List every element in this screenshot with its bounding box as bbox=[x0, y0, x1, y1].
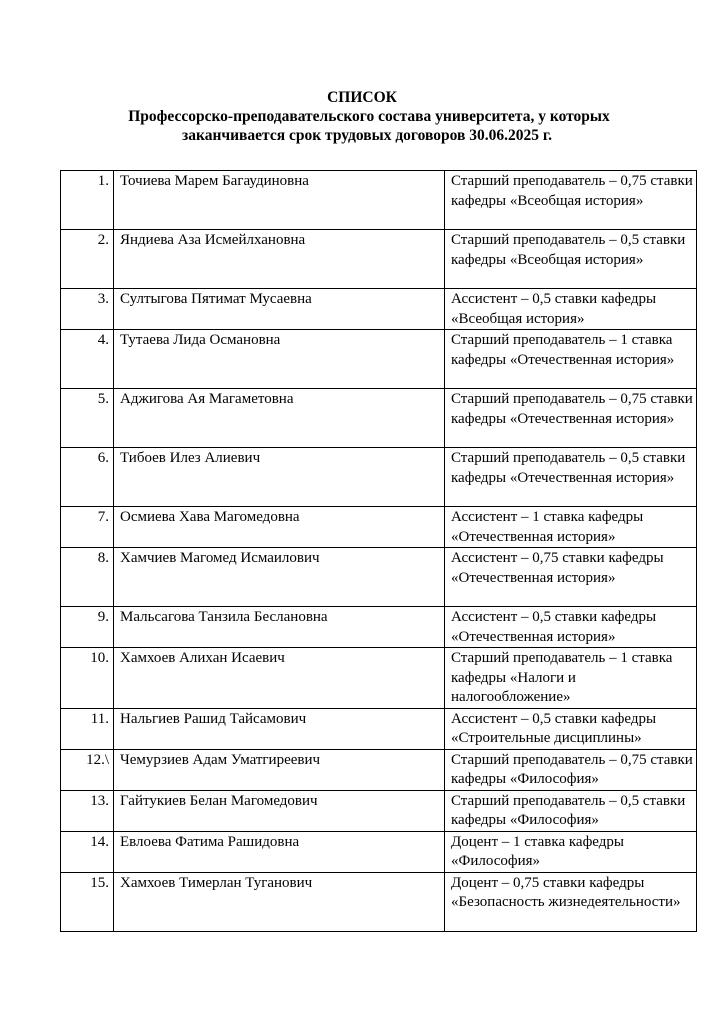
employee-name: Мальсагова Танзила Беслановна bbox=[114, 607, 445, 648]
table-row bbox=[61, 289, 697, 330]
employee-position: Старший преподаватель – 1 ставка кафедры «Налоги и налогообложение» bbox=[445, 648, 697, 709]
row-number: 12.\ bbox=[61, 749, 114, 790]
row-number: 6. bbox=[61, 448, 114, 507]
table-row bbox=[61, 389, 697, 448]
employee-name: Нальгиев Рашид Тайсамович bbox=[114, 708, 445, 749]
employee-position: Старший преподаватель – 0,5 ставки кафедры «Отечественная история» bbox=[445, 448, 697, 507]
row-number: 4. bbox=[61, 330, 114, 389]
employee-position: Ассистент – 0,5 ставки кафедры «Строительные дисциплины» bbox=[445, 708, 697, 749]
row-number: 2. bbox=[61, 230, 114, 289]
employee-name: Аджигова Ая Магаметовна bbox=[114, 389, 445, 448]
document-subtitle-line-2: заканчивается срок трудовых договоров 30.06.2025 г. bbox=[182, 127, 552, 144]
table-row bbox=[61, 171, 697, 230]
employee-name: Тутаева Лида Османовна bbox=[114, 330, 445, 389]
employee-position: Старший преподаватель – 0,5 ставки кафедры «Всеобщая история» bbox=[445, 230, 697, 289]
employee-name: Хамчиев Магомед Исмаилович bbox=[114, 548, 445, 607]
table-row bbox=[61, 548, 697, 607]
row-number: 14. bbox=[61, 831, 114, 872]
employee-position: Ассистент – 0,75 ставки кафедры «Отечественная история» bbox=[445, 548, 697, 607]
employee-position: Старший преподаватель – 0,75 ставки кафедры «Всеобщая история» bbox=[445, 171, 697, 230]
row-number: 13. bbox=[61, 790, 114, 831]
table-row bbox=[61, 448, 697, 507]
table-row bbox=[61, 507, 697, 548]
row-number: 1. bbox=[61, 171, 114, 230]
employee-name: Хамхоев Тимерлан Туганович bbox=[114, 872, 445, 931]
table-row bbox=[61, 790, 697, 831]
row-number: 15. bbox=[61, 872, 114, 931]
employee-position: Доцент – 0,75 ставки кафедры «Безопасность жизнедеятельности» bbox=[445, 872, 697, 931]
employee-position: Ассистент – 1 ставка кафедры «Отечественная история» bbox=[445, 507, 697, 548]
employee-position: Старший преподаватель – 0,75 ставки кафедры «Отечественная история» bbox=[445, 389, 697, 448]
table-row bbox=[61, 648, 697, 709]
row-number: 8. bbox=[61, 548, 114, 607]
employee-position: Старший преподаватель – 0,75 ставки кафедры «Философия» bbox=[445, 749, 697, 790]
employee-position: Старший преподаватель – 0,5 ставки кафедры «Философия» bbox=[445, 790, 697, 831]
table-row bbox=[61, 330, 697, 389]
employee-name: Яндиева Аза Исмейлхановна bbox=[114, 230, 445, 289]
table-row bbox=[61, 831, 697, 872]
document-title: СПИСОК bbox=[327, 89, 397, 106]
employee-position: Ассистент – 0,5 ставки кафедры «Всеобщая история» bbox=[445, 289, 697, 330]
employee-name: Тибоев Илез Алиевич bbox=[114, 448, 445, 507]
employee-name: Хамхоев Алихан Исаевич bbox=[114, 648, 445, 709]
table-row bbox=[61, 607, 697, 648]
staff-table bbox=[60, 170, 697, 932]
row-number: 3. bbox=[61, 289, 114, 330]
employee-position: Ассистент – 0,5 ставки кафедры «Отечественная история» bbox=[445, 607, 697, 648]
row-number: 5. bbox=[61, 389, 114, 448]
table-row bbox=[61, 872, 697, 931]
employee-name: Султыгова Пятимат Мусаевна bbox=[114, 289, 445, 330]
row-number: 10. bbox=[61, 648, 114, 709]
row-number: 7. bbox=[61, 507, 114, 548]
employee-name: Гайтукиев Белан Магомедович bbox=[114, 790, 445, 831]
employee-name: Чемурзиев Адам Уматгиреевич bbox=[114, 749, 445, 790]
document-subtitle-line-1: Профессорско-преподавательского состава университета, у которых bbox=[128, 108, 610, 125]
employee-name: Евлоева Фатима Рашидовна bbox=[114, 831, 445, 872]
row-number: 11. bbox=[61, 708, 114, 749]
table-row bbox=[61, 708, 697, 749]
employee-name: Осмиева Хава Магомедовна bbox=[114, 507, 445, 548]
employee-position: Старший преподаватель – 1 ставка кафедры «Отечественная история» bbox=[445, 330, 697, 389]
document-heading bbox=[0, 88, 724, 145]
table-row bbox=[61, 749, 697, 790]
employee-position: Доцент – 1 ставка кафедры «Философия» bbox=[445, 831, 697, 872]
employee-name: Точиева Марем Багаудиновна bbox=[114, 171, 445, 230]
row-number: 9. bbox=[61, 607, 114, 648]
table-row bbox=[61, 230, 697, 289]
